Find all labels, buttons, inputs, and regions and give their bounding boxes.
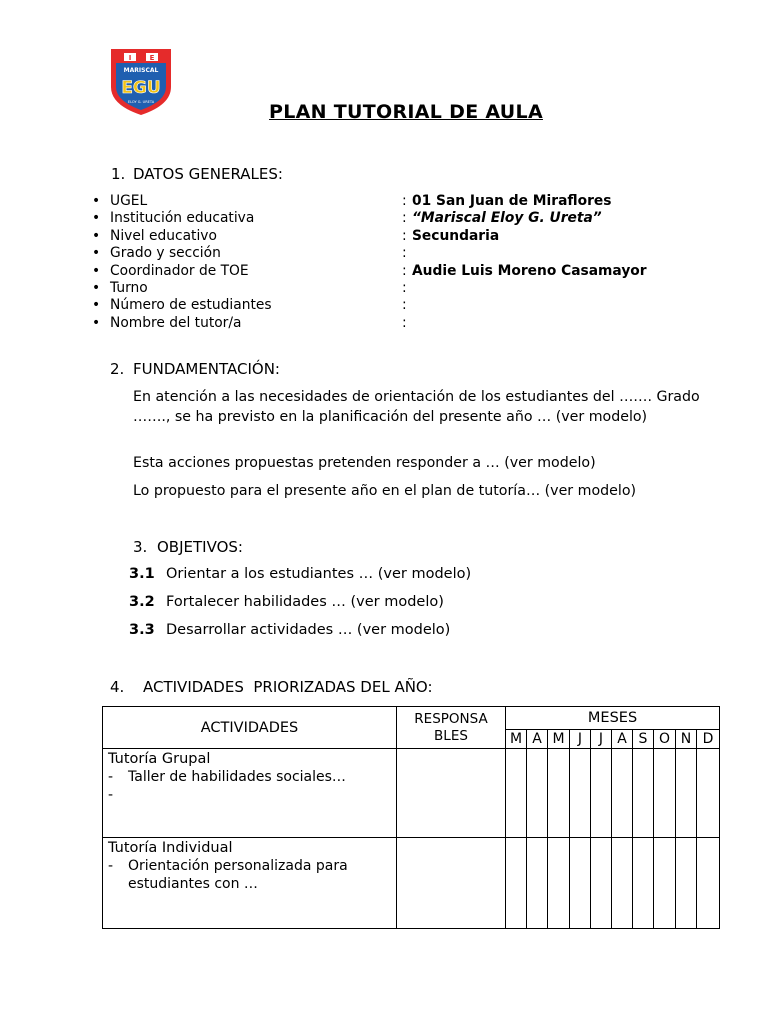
section-heading-actividades	[110, 678, 433, 696]
month-cell	[676, 838, 697, 929]
table-row	[103, 838, 720, 929]
fundamentacion-paragraph: En atención a las necesidades de orientación de los estudiantes del ……. Grado ……., se ha previsto en la planificación del presente año … (ver modelo)	[133, 389, 700, 425]
bullet-icon: •	[92, 314, 101, 331]
month-header: M	[548, 730, 570, 749]
month-cell	[633, 749, 654, 838]
datos-label: Número de estudiantes	[110, 297, 272, 314]
datos-colon: :	[402, 314, 407, 331]
logo-bottom-text: ELOY G. URETA	[127, 100, 155, 104]
objetivo-text: Fortalecer habilidades … (ver modelo)	[166, 594, 444, 610]
month-cell	[591, 749, 612, 838]
column-header-actividades: ACTIVIDADES	[103, 707, 397, 749]
month-cell	[527, 749, 548, 838]
month-cell	[612, 749, 633, 838]
month-cell	[654, 749, 676, 838]
month-cell	[612, 838, 633, 929]
datos-row-grado	[92, 245, 732, 262]
datos-label: Institución educativa	[110, 210, 255, 227]
datos-row-coordinador	[92, 263, 732, 280]
datos-label: Coordinador de TOE	[110, 262, 249, 279]
responsables-cell	[397, 838, 506, 929]
month-header: A	[612, 730, 633, 749]
dash-marker: -	[108, 769, 114, 785]
month-header: D	[697, 730, 720, 749]
fundamentacion-paragraph: Lo propuesto para el presente año en el plan de tutoría… (ver modelo)	[133, 483, 637, 499]
month-header: S	[633, 730, 654, 749]
svg-text:E: E	[149, 54, 155, 62]
bullet-icon: •	[92, 227, 101, 244]
datos-value: “Mariscal Eloy G. Ureta”	[412, 210, 602, 227]
section-number: 4.	[110, 678, 125, 696]
column-header-meses: MESES	[506, 707, 720, 730]
activity-group-title: Tutoría Grupal	[108, 751, 211, 767]
bullet-icon: •	[92, 245, 101, 262]
section-number: 3.	[133, 538, 148, 556]
bullet-icon: •	[92, 279, 101, 296]
datos-colon: :	[402, 279, 407, 296]
bullet-icon: •	[92, 297, 101, 314]
column-header-responsables: RESPONSA BLES	[397, 707, 506, 749]
objetivo-number: 3.1	[129, 566, 155, 582]
bullet-icon: •	[92, 193, 101, 209]
objetivo-item	[129, 566, 471, 582]
datos-label: Nivel educativo	[110, 227, 217, 244]
activity-item-text: Orientación personalizada para estudiantes con …	[128, 858, 348, 892]
month-header: O	[654, 730, 676, 749]
month-cell	[506, 838, 527, 929]
activity-item-text: Taller de habilidades sociales…	[128, 769, 346, 785]
datos-colon: :	[402, 297, 407, 314]
datos-colon: :	[402, 262, 407, 279]
activity-item	[108, 857, 396, 893]
month-cell	[676, 749, 697, 838]
responsables-cell	[397, 749, 506, 838]
month-header: J	[570, 730, 591, 749]
month-cell	[697, 838, 720, 929]
dash-marker: -	[108, 858, 114, 874]
month-cell	[527, 838, 548, 929]
fundamentacion-paragraph: Esta acciones propuestas pretenden responder a … (ver modelo)	[133, 455, 596, 471]
svg-text:I: I	[128, 54, 132, 62]
objetivo-number: 3.3	[129, 622, 155, 638]
month-cell	[697, 749, 720, 838]
section-label: FUNDAMENTACIÓN:	[133, 360, 280, 378]
logo-band-text: MARISCAL	[123, 67, 159, 74]
section-number: 2.	[110, 360, 125, 378]
objetivo-text: Desarrollar actividades … (ver modelo)	[166, 622, 451, 638]
month-header: N	[676, 730, 697, 749]
section-label: OBJETIVOS:	[157, 538, 243, 556]
objetivo-number: 3.2	[129, 594, 155, 610]
datos-row-estudiantes	[92, 297, 732, 314]
datos-value: Audie Luis Moreno Casamayor	[412, 262, 647, 279]
datos-colon: :	[402, 210, 407, 227]
datos-value: Secundaria	[412, 227, 500, 244]
month-cell	[591, 838, 612, 929]
datos-colon: :	[402, 193, 407, 209]
datos-label: UGEL	[110, 193, 148, 209]
month-cell	[570, 838, 591, 929]
datos-colon: :	[402, 245, 407, 262]
table-row	[103, 749, 720, 838]
month-cell	[654, 838, 676, 929]
dash-marker: -	[108, 787, 114, 803]
month-cell	[548, 838, 570, 929]
datos-label: Turno	[110, 279, 148, 296]
month-header: M	[506, 730, 527, 749]
section-label: ACTIVIDADES PRIORIZADAS DEL AÑO:	[143, 678, 433, 696]
activity-cell	[103, 838, 397, 929]
datos-label: Grado y sección	[110, 245, 221, 262]
activity-item	[108, 768, 396, 786]
document-title: PLAN TUTORIAL DE AULA	[269, 101, 543, 123]
month-cell	[633, 838, 654, 929]
month-cell	[548, 749, 570, 838]
bullet-icon: •	[92, 262, 101, 279]
logo-monogram: EGU	[121, 78, 161, 98]
month-cell	[506, 749, 527, 838]
datos-label: Nombre del tutor/a	[110, 314, 242, 331]
section-number: 1.	[111, 165, 126, 183]
datos-list	[92, 193, 732, 332]
section-heading-objetivos	[133, 538, 243, 556]
objetivo-item	[129, 594, 444, 610]
datos-row-turno	[92, 280, 732, 297]
section-heading-datos	[111, 165, 283, 183]
objetivo-text: Orientar a los estudiantes … (ver modelo)	[166, 566, 472, 582]
datos-row-ugel	[92, 193, 732, 210]
month-header: A	[527, 730, 548, 749]
objetivo-item	[129, 622, 450, 638]
month-header: J	[591, 730, 612, 749]
datos-colon: :	[402, 227, 407, 244]
activity-cell	[103, 749, 397, 838]
section-label: DATOS GENERALES:	[133, 165, 283, 183]
bullet-icon: •	[92, 210, 101, 227]
datos-row-nivel	[92, 228, 732, 245]
datos-row-institucion	[92, 210, 732, 227]
datos-row-tutor	[92, 315, 732, 332]
actividades-table	[102, 706, 720, 929]
month-cell	[570, 749, 591, 838]
datos-value: 01 San Juan de Miraflores	[412, 193, 612, 209]
section-heading-fundamentacion	[110, 360, 280, 378]
activity-group-title: Tutoría Individual	[108, 840, 233, 856]
